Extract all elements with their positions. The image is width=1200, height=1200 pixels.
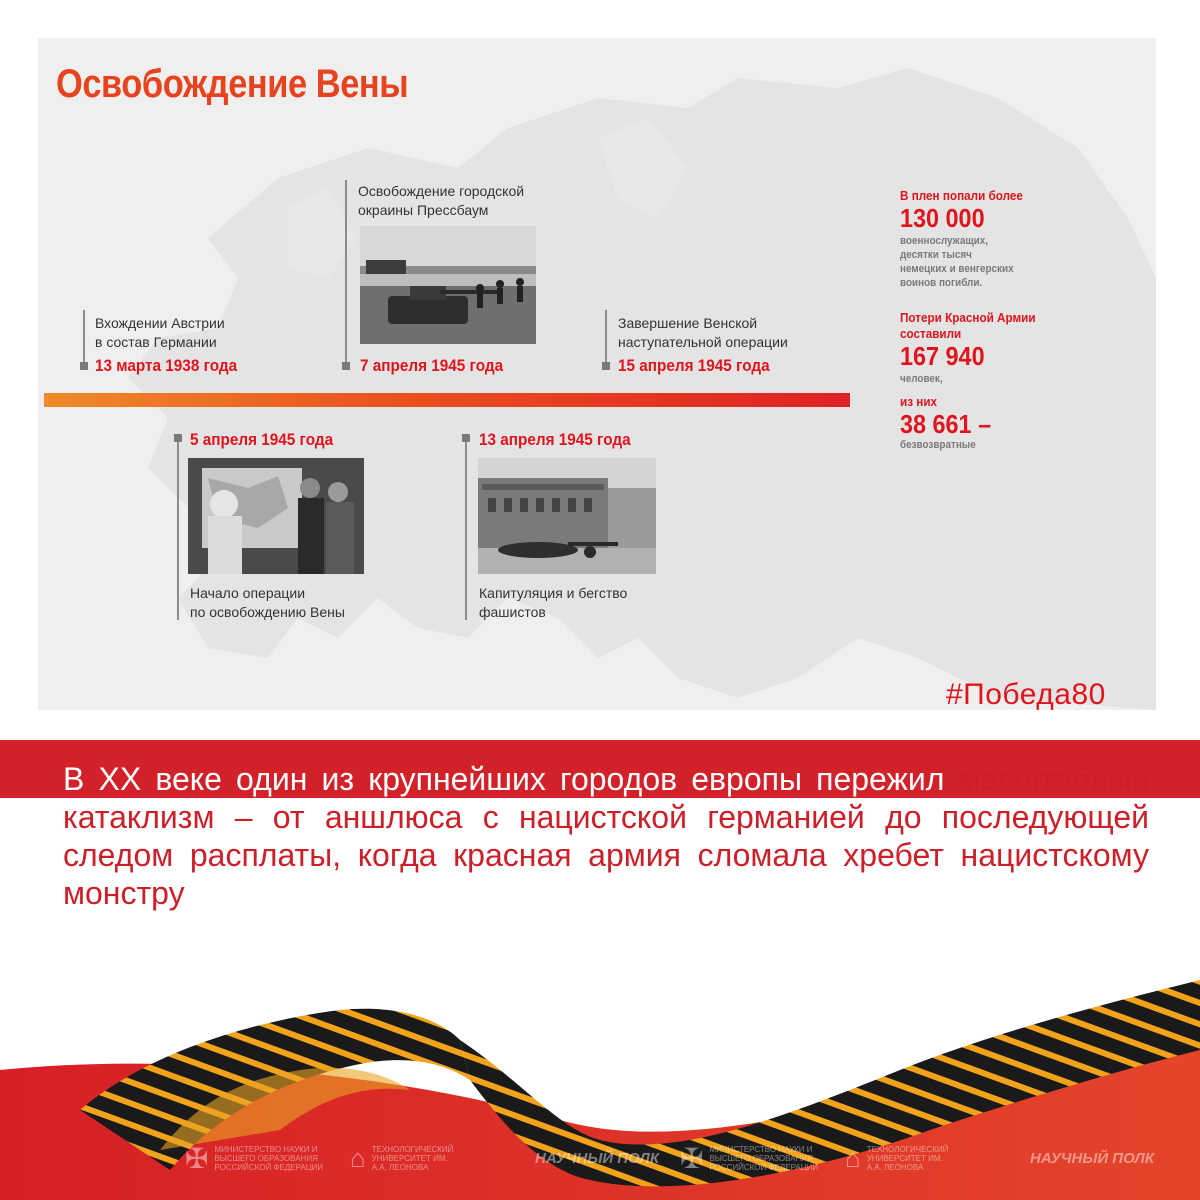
event-date: 13 марта 1938 года — [95, 356, 238, 375]
eagle-emblem-icon: ✠ — [185, 1142, 209, 1174]
event-caption: Вхождении Австрии — [95, 315, 225, 331]
ministry-logo-text: МИНИСТЕРСТВО НАУКИ И ВЫСШЕГО ОБРАЗОВАНИЯ РОССИЙСКОЙ ФЕДЕРАЦИИ — [709, 1144, 819, 1172]
event-marker-line — [177, 434, 179, 620]
nauchny-polk-logo-text: НАУЧНЫЙ ПОЛК — [1030, 1149, 1155, 1167]
event-caption: Освобождение городской — [358, 183, 525, 199]
losses-number: 167 940 — [900, 341, 985, 371]
event-date: 7 апреля 1945 года — [360, 356, 504, 375]
ministry-logo-text: МИНИСТЕРСТВО НАУКИ И ВЫСШЕГО ОБРАЗОВАНИЯ РОССИЙСКОЙ ФЕДЕРАЦИИ — [214, 1144, 324, 1172]
event-marker-line — [605, 310, 607, 366]
event-marker-square — [174, 434, 182, 442]
losses-label: составили — [900, 326, 962, 341]
ministry-logo — [680, 1128, 829, 1188]
infographic-title: Освобождение Вены — [56, 62, 409, 106]
irrecoverable-number: 38 661 – — [900, 409, 992, 439]
building-emblem-icon: ⌂ — [350, 1142, 366, 1173]
building-emblem-icon: ⌂ — [845, 1142, 861, 1173]
event-marker-square — [602, 362, 610, 370]
partner-logos — [0, 1128, 1200, 1188]
captured-text: военнослужащих, — [900, 235, 989, 247]
event-date: 15 апреля 1945 года — [618, 356, 770, 375]
event-marker-square — [80, 362, 88, 370]
event-date: 13 апреля 1945 года — [479, 430, 631, 449]
university-logo — [845, 1128, 957, 1188]
losses-text: человек, — [900, 373, 943, 385]
event-caption: в состав Германии — [95, 334, 217, 350]
photo-vienna-capitulation — [478, 458, 656, 574]
event-caption: окраины Прессбаум — [358, 202, 489, 218]
captured-number: 130 000 — [900, 203, 985, 233]
event-marker-square — [342, 362, 350, 370]
event-marker-line — [465, 434, 467, 620]
event-date: 5 апреля 1945 года — [190, 430, 334, 449]
captured-text: немецких и венгерских — [900, 263, 1014, 275]
event-caption: по освобождению Вены — [190, 604, 345, 620]
event-marker-line — [83, 310, 85, 366]
nauchny-polk-logo — [535, 1128, 659, 1188]
event-marker-line — [345, 180, 347, 366]
nauchny-polk-logo-text: НАУЧНЫЙ ПОЛК — [535, 1149, 660, 1167]
university-logo-text: ТЕХНОЛОГИЧЕСКИЙ УНИВЕРСИТЕТ ИМ. А.А. ЛЕОНОВА — [371, 1144, 454, 1172]
university-logo-text: ТЕХНОЛОГИЧЕСКИЙ УНИВЕРСИТЕТ ИМ. А.А. ЛЕОНОВА — [866, 1144, 949, 1172]
hashtag: #Победа80 — [946, 678, 1106, 710]
captured-text: воинов погибли. — [900, 277, 983, 289]
of-them-label: из них — [900, 394, 938, 409]
event-caption: Завершение Венской — [618, 315, 758, 331]
paragraph-rest: масштабный катаклизм – от аншлюса с нацистской германией до последующей следом расплаты, когда красная армия сломала хребет нацистскому монстру — [63, 761, 1149, 911]
event-caption: Начало операции — [190, 585, 306, 601]
irrecoverable-text: безвозвратные — [900, 439, 976, 451]
event-caption: фашистов — [479, 604, 546, 620]
university-logo — [350, 1128, 462, 1188]
eagle-emblem-icon: ✠ — [680, 1142, 704, 1174]
event-caption: наступательной операции — [618, 334, 788, 350]
event-caption: Капитуляция и бегство — [479, 585, 628, 601]
captured-label: В плен попали более — [900, 188, 1023, 203]
photo-tank-pressbaum — [360, 226, 536, 344]
infographic-panel — [38, 38, 1156, 710]
losses-label: Потери Красной Армии — [900, 310, 1036, 325]
photo-officers-map — [188, 458, 364, 574]
description-paragraph — [63, 760, 1149, 912]
captured-text: десятки тысяч — [900, 249, 972, 261]
ministry-logo — [185, 1128, 334, 1188]
paragraph-first-line: В XX веке один из крупнейших городов европы пережил — [63, 761, 945, 797]
event-marker-square — [462, 434, 470, 442]
nauchny-polk-logo — [1030, 1128, 1154, 1188]
timeline-bar — [44, 393, 850, 407]
